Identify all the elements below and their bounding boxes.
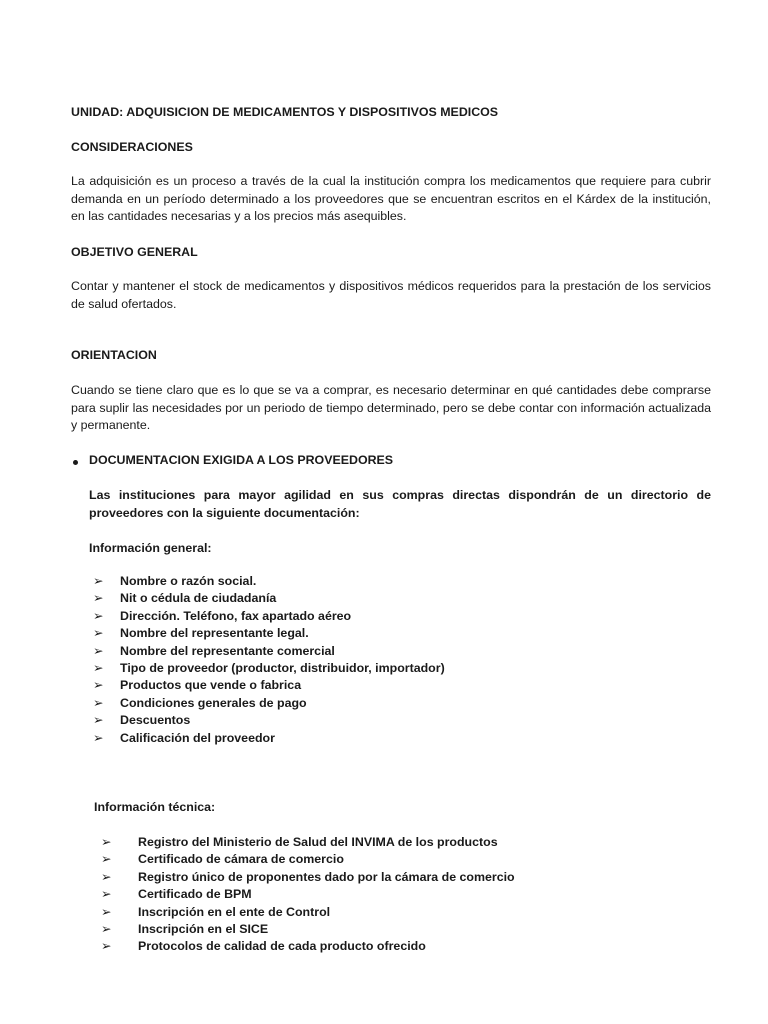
list-item: ➢ Nombre o razón social.	[93, 573, 653, 590]
bullet-icon	[73, 460, 78, 465]
consideraciones-paragraph: La adquisición es un proceso a través de la cual la institución compra los medicamentos que requiere para cubrir demanda en un período determinado a los proveedores que se encuentran escritos en el Kárdex de la institución, en las cantidades necesarias y a los precios más asequibles.	[71, 174, 711, 223]
arrow-bullet-icon: ➢	[101, 904, 112, 919]
consideraciones-heading: CONSIDERACIONES	[71, 140, 193, 154]
objetivo-paragraph: Contar y mantener el stock de medicamentos y dispositivos médicos requeridos para la prestación de los servicios de salud ofertados.	[71, 279, 711, 311]
list-item: ➢ Inscripción en el SICE	[101, 921, 661, 938]
list-item: ➢ Descuentos	[93, 712, 653, 729]
arrow-bullet-icon: ➢	[93, 660, 104, 675]
arrow-bullet-icon: ➢	[93, 678, 104, 693]
list-item: ➢ Registro del Ministerio de Salud del INVIMA de los productos	[101, 834, 661, 851]
unit-title: UNIDAD: ADQUISICION DE MEDICAMENTOS Y DISPOSITIVOS MEDICOS	[71, 105, 499, 119]
arrow-bullet-icon: ➢	[101, 939, 112, 954]
list-item: ➢ Nit o cédula de ciudadanía	[93, 590, 653, 607]
list-item: ➢ Tipo de proveedor (productor, distribuidor, importador)	[93, 660, 653, 677]
list-item: ➢ Registro único de proponentes dado por la cámara de comercio	[101, 869, 661, 886]
arrow-bullet-icon: ➢	[93, 713, 104, 728]
documentacion-intro: Las instituciones para mayor agilidad en sus compras directas dispondrán de un directorio de proveedores con la siguiente documentación:	[89, 488, 711, 520]
objetivo-heading: OBJETIVO GENERAL	[71, 245, 198, 259]
list-item: ➢ Productos que vende o fabrica	[93, 677, 653, 694]
arrow-bullet-icon: ➢	[101, 869, 112, 884]
arrow-bullet-icon: ➢	[93, 608, 104, 623]
arrow-bullet-icon: ➢	[93, 626, 104, 641]
info-tecnica-heading: Información técnica:	[94, 800, 216, 814]
list-item: ➢ Nombre del representante comercial	[93, 643, 653, 660]
arrow-bullet-icon: ➢	[101, 921, 112, 936]
info-general-list	[93, 573, 653, 747]
arrow-bullet-icon: ➢	[93, 730, 104, 745]
list-item: ➢ Protocolos de calidad de cada producto ofrecido	[101, 938, 661, 955]
arrow-bullet-icon: ➢	[101, 835, 112, 849]
arrow-bullet-icon: ➢	[93, 591, 104, 606]
arrow-bullet-icon: ➢	[93, 695, 104, 710]
arrow-bullet-icon: ➢	[101, 887, 112, 902]
list-item: ➢ Inscripción en el ente de Control	[101, 904, 661, 921]
list-item: ➢ Nombre del representante legal.	[93, 625, 653, 642]
orientacion-paragraph: Cuando se tiene claro que es lo que se va a comprar, es necesario determinar en qué cantidades debe comprarse para suplir las necesidades por un periodo de tiempo determinado, pero se debe contar con información actualizada y permanente.	[71, 383, 711, 432]
list-item: ➢ Condiciones generales de pago	[93, 695, 653, 712]
list-item: ➢ Calificación del proveedor	[93, 730, 653, 747]
info-general-heading: Información general:	[89, 541, 212, 555]
list-item: ➢ Certificado de cámara de comercio	[101, 851, 661, 868]
arrow-bullet-icon: ➢	[101, 852, 112, 867]
list-item: ➢ Dirección. Teléfono, fax apartado aéreo	[93, 608, 653, 625]
orientacion-heading: ORIENTACION	[71, 348, 157, 362]
arrow-bullet-icon: ➢	[93, 574, 104, 588]
list-item: ➢ Certificado de BPM	[101, 886, 661, 903]
info-tecnica-list	[101, 834, 661, 956]
documentacion-heading: DOCUMENTACION EXIGIDA A LOS PROVEEDORES	[89, 453, 394, 467]
arrow-bullet-icon: ➢	[93, 643, 104, 658]
